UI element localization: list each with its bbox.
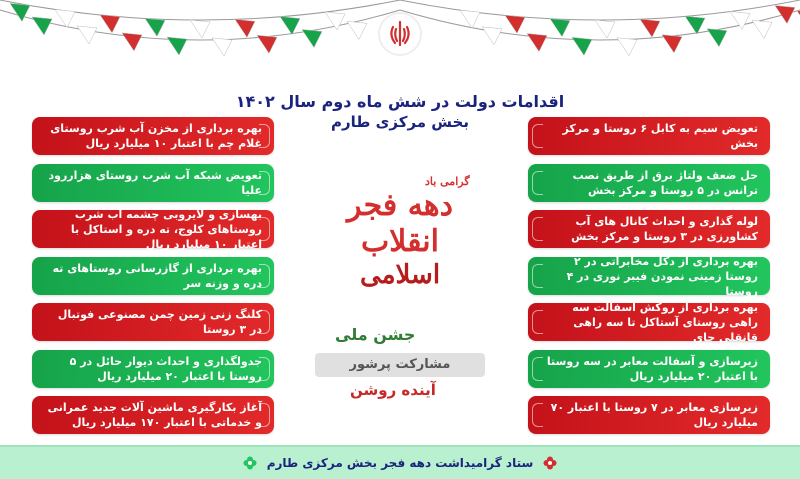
right-item-7: زیرسازی معابر در ۷ روستا با اعتبار ۷۰ میلیارد ریال (528, 396, 770, 434)
bunting-flag (100, 15, 120, 33)
bunting-flag (550, 19, 570, 37)
left-item-4: بهره برداری از گازرسانی روستاهای ته دره و وزنه سر (32, 257, 274, 295)
emblem-icon (385, 19, 415, 49)
right-item-2: حل ضعف ولتاژ برق از طریق نصب ترانس در ۵ روستا و مرکز بخش (528, 164, 770, 202)
bunting-flag (347, 21, 367, 39)
flower-icon (243, 456, 257, 470)
bunting-flag (10, 3, 30, 21)
bunting-flag (235, 19, 255, 37)
bunting-flag (640, 19, 660, 37)
left-item-5: کلنگ زنی زمین چمن مصنوعی فوتبال در ۳ روستا (32, 303, 274, 341)
bunting-flag (527, 34, 547, 52)
left-item-2: تعویض شبکه آب شرب روستای هزاررود علیا (32, 164, 274, 202)
dahe-fajr-calligraphy (305, 175, 495, 290)
footer-text: ستاد گرامیداشت دهه فجر بخش مرکزی طارم (266, 456, 534, 470)
bunting-flag (662, 35, 682, 53)
bunting-flag (302, 29, 322, 47)
left-item-1: بهره برداری از مخزن آب شرب روستای غلام چم با اعتبار ۱۰ میلیارد ریال (32, 117, 274, 155)
calligraphy-line1: دهه فجر انقلاب (347, 188, 453, 259)
bunting-flag (685, 16, 705, 34)
right-item-1: تعویض سیم به کابل ۶ روستا و مرکز بخش (528, 117, 770, 155)
bunting-flag (32, 17, 52, 35)
bunting-flag (122, 33, 142, 51)
title-line2: بخش مرکزی طارم (331, 113, 469, 131)
left-item-7: آغاز بکارگیری ماشین آلات جدید عمرانی و خدماتی با اعتبار ۱۷۰ میلیارد ریال (32, 396, 274, 434)
bunting-flag (505, 15, 525, 33)
bunting-flag (752, 20, 772, 38)
bunting-flag (280, 17, 300, 35)
bunting-flag (595, 20, 615, 38)
festival-line1: جشن ملی (335, 325, 416, 344)
flower-icon (543, 456, 557, 470)
right-item-3: لوله گذاری و احداث کانال های آب کشاورزی در ۳ روستا و مرکز بخش (528, 210, 770, 248)
bunting-flag (212, 38, 232, 56)
title-line1: اقدامات دولت در شش ماه دوم سال ۱۴۰۲ (235, 92, 565, 111)
bunting-flag (77, 26, 97, 44)
festival-line3: آینده روشن (350, 381, 436, 399)
bunting-flag (190, 20, 210, 38)
festival-logo (315, 325, 485, 415)
bunting-flag (257, 35, 277, 53)
bunting-flag (572, 37, 592, 55)
bunting-flag (482, 27, 502, 45)
footer-bar (0, 445, 800, 479)
bunting-flag (617, 38, 637, 56)
right-item-5: بهره برداری از روکش آسفالت سه راهی روستای آستاکل تا سه راهی قانقلی چای (528, 303, 770, 341)
right-item-6: زیرسازی و آسفالت معابر در سه روستا با اعتبار ۲۰ میلیارد ریال (528, 350, 770, 388)
calligraphy-small: گرامی باد (425, 175, 470, 188)
right-item-4: بهره برداری از دکل مخابراتی در ۲ روستا زمینی نمودن فیبر نوری در ۴ روستا (528, 257, 770, 295)
left-item-3: بهسازی و لایروبی چشمه آب شرب روستاهای کلوج، ته دره و استاکل با اعتبار ۱۰ میلیارد ریال (32, 210, 274, 248)
bunting-flag (145, 18, 165, 36)
bunting-flag (707, 29, 727, 47)
festival-line2: مشارکت پرشور (315, 353, 485, 377)
center-artwork (285, 140, 515, 430)
iran-emblem (378, 12, 422, 56)
calligraphy-line2: اسلامی (359, 260, 441, 290)
left-item-6: جدولگذاری و احداث دیوار حائل در ۵ روستا با اعتبار ۲۰ میلیارد ریال (32, 350, 274, 388)
bunting-flag (775, 6, 795, 24)
bunting-flag (167, 37, 187, 55)
